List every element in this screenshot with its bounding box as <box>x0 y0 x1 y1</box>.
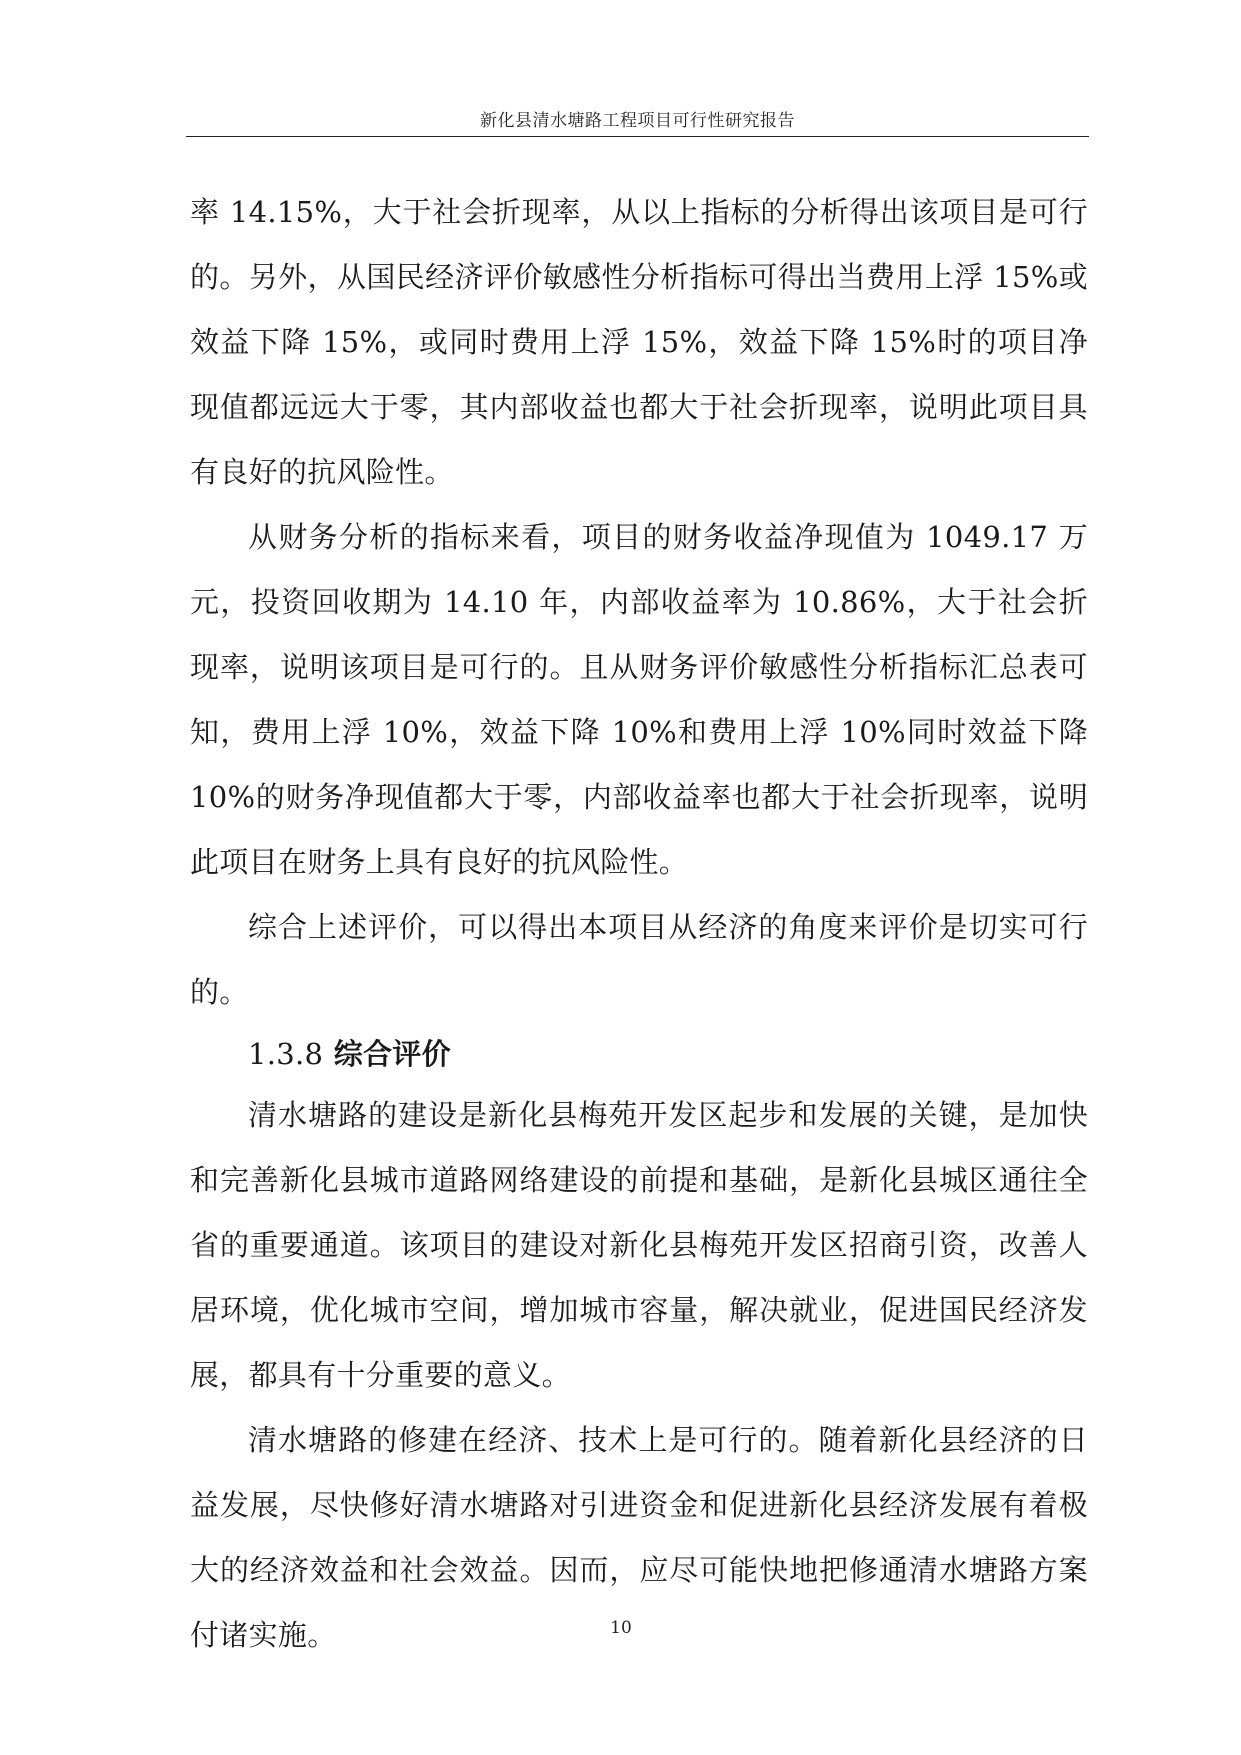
paragraph-feasibility-conclusion: 清水塘路的修建在经济、技术上是可行的。随着新化县经济的日益发展，尽快修好清水塘路对引进资金和促进新化县经济发展有着极大的经济效益和社会效益。因而，应尽可能快地把修通清水塘路方案付诸实施。 <box>190 1423 1088 1652</box>
paragraph-construction-significance: 清水塘路的建设是新化县梅苑开发区起步和发展的关键，是加快和完善新化县城市道路网络建设的前提和基础，是新化县城区通往全省的重要通道。该项目的建设对新化县梅苑开发区招商引资，改善人居环境，优化城市空间，增加城市容量，解决就业，促进国民经济发展，都具有十分重要的意义。 <box>190 1098 1088 1392</box>
paragraph-continuation: 率 14.15%，大于社会折现率，从以上指标的分析得出该项目是可行的。另外，从国民经济评价敏感性分析指标可得出当费用上浮 15%或效益下降 15%，或同时费用上浮 15%，效益下降 15%时的项目净现值都远远大于零，其内部收益也都大于社会折现率，说明此项目具有良好的抗风险性。 <box>190 195 1088 489</box>
paragraph-summary: 综合上述评价，可以得出本项目从经济的角度来评价是切实可行的。 <box>190 910 1088 1009</box>
section-title: 综合评价 <box>333 1037 451 1071</box>
document-body <box>190 180 1088 1668</box>
header-rule <box>186 136 1089 137</box>
section-heading <box>190 1025 1088 1083</box>
paragraph-financial-analysis: 从财务分析的指标来看，项目的财务收益净现值为 1049.17 万元，投资回收期为 14.10 年，内部收益率为 10.86%，大于社会折现率，说明该项目是可行的。且从财务评价敏感性分析指标汇总表可知，费用上浮 10%，效益下降 10%和费用上浮 10%同时效益下降 10%的财务净现值都大于零，内部收益率也都大于社会折现率，说明此项目在财务上具有良好的抗风险性。 <box>190 520 1088 879</box>
header-title: 新化县清水塘路工程项目可行性研究报告 <box>480 111 795 131</box>
page-header <box>186 106 1089 131</box>
section-number: 1.3.8 <box>248 1037 324 1071</box>
page-number: 10 <box>610 1618 632 1638</box>
